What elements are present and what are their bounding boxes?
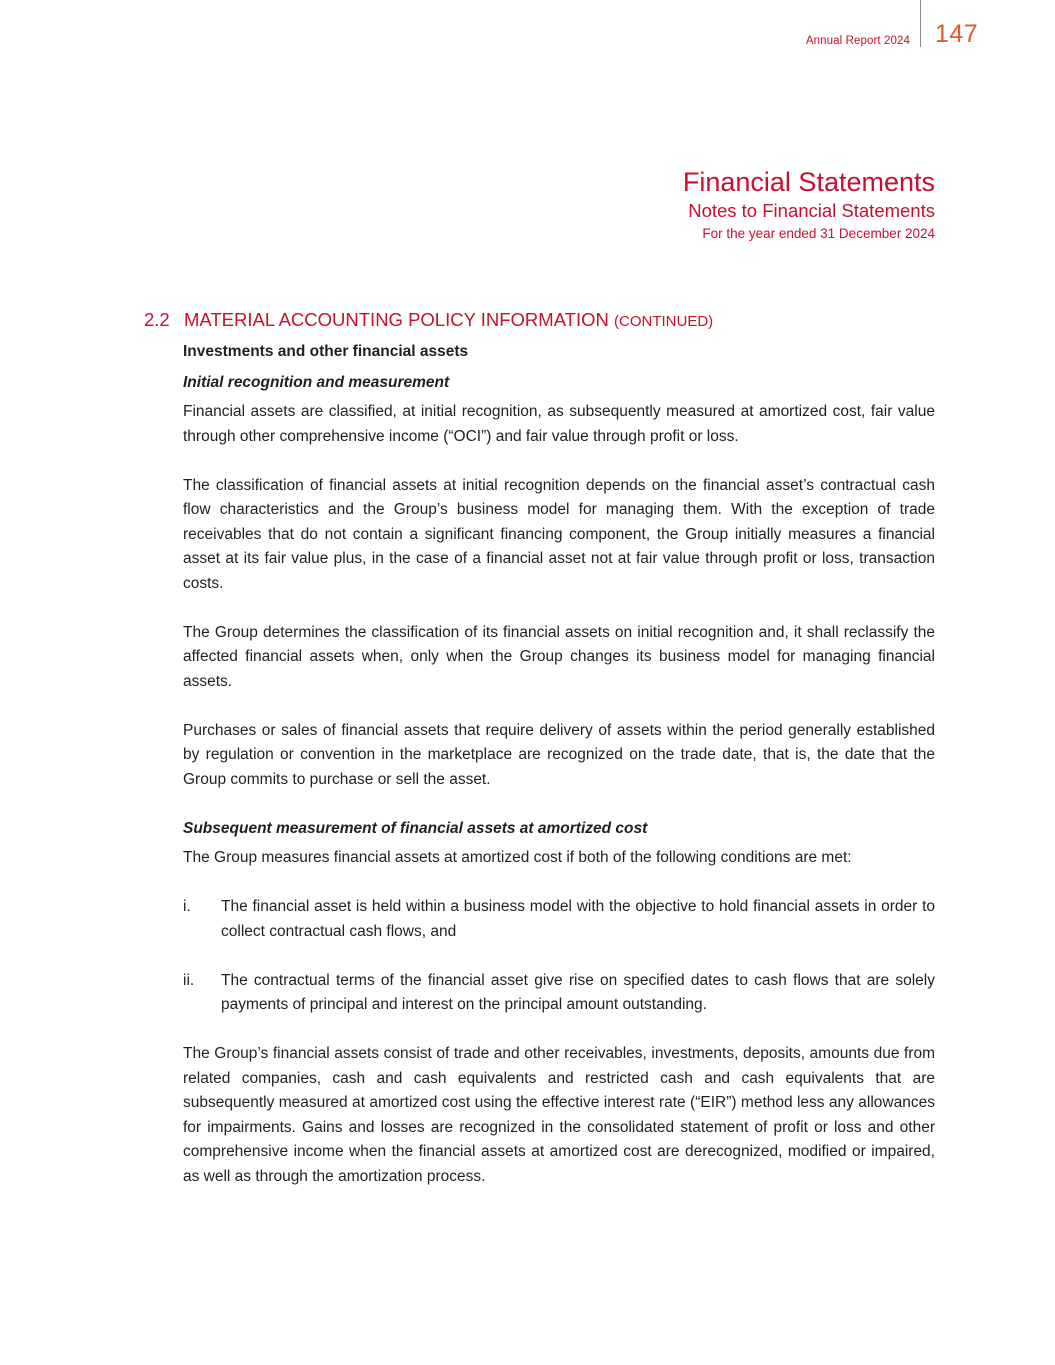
period-label: For the year ended 31 December 2024 bbox=[702, 226, 935, 241]
page-subtitle: Notes to Financial Statements bbox=[688, 200, 935, 221]
list-text: The financial asset is held within a business model with the objective to hold financial assets in order to collect contractual cash flows, and bbox=[221, 898, 935, 940]
note-content bbox=[183, 340, 935, 1189]
list-item bbox=[183, 969, 935, 1018]
page-title: Financial Statements bbox=[682, 167, 935, 197]
section-title: MATERIAL ACCOUNTING POLICY INFORMATION bbox=[184, 309, 609, 330]
title-block bbox=[683, 166, 935, 244]
list-item bbox=[183, 895, 935, 944]
list-text: The contractual terms of the financial asset give rise on specified dates to cash flows that are solely payments of principal and interest on the principal amount outstanding. bbox=[221, 971, 935, 1013]
heading-initial-recognition: Initial recognition and measurement bbox=[183, 373, 450, 391]
paragraph: The Group determines the classification of its financial assets on initial recognition and, it shall reclassify the affected financial assets when, only when the Group changes its business model for managing financial assets. bbox=[183, 623, 935, 690]
section-number: 2.2 bbox=[144, 309, 170, 330]
section-heading bbox=[144, 309, 713, 331]
heading-subsequent-measurement: Subsequent measurement of financial assets at amortized cost bbox=[183, 819, 648, 837]
paragraph: The Group measures financial assets at amortized cost if both of the following conditions are met: bbox=[183, 849, 852, 866]
paragraph: The classification of financial assets at initial recognition depends on the financial asset’s contractual cash flow characteristics and the Group’s business model for managing them. With the exception of trade receivables that do not contain a significant financing component, the Group initially measures a financial asset at its fair value plus, in the case of a financial asset not at fair value through profit or loss, transaction costs. bbox=[183, 476, 935, 592]
page-header bbox=[0, 0, 1055, 60]
list-marker: i. bbox=[183, 898, 191, 915]
report-label: Annual Report 2024 bbox=[805, 35, 910, 47]
section-continued: (CONTINUED) bbox=[614, 313, 714, 330]
paragraph: The Group’s financial assets consist of trade and other receivables, investments, deposits, amounts due from related companies, cash and cash equivalents and restricted cash and cash equivalents that are subsequently measured at amortized cost using the effective interest rate (“EIR”) method less any allowances for impairments. Gains and losses are recognized in the consolidated statement of profit or loss and other comprehensive income when the financial assets at amortized cost are derecognized, modified or impaired, as well as through the amortization process. bbox=[183, 1045, 935, 1185]
page-number: 147 bbox=[935, 20, 979, 48]
list-marker: ii. bbox=[183, 971, 195, 989]
heading-investments: Investments and other financial assets bbox=[183, 343, 469, 360]
paragraph: Purchases or sales of financial assets that require delivery of assets within the period generally established by regulation or convention in the marketplace are recognized on the trade date, that is, the date that the Group commits to purchase or sell the asset. bbox=[183, 721, 935, 788]
paragraph: Financial assets are classified, at initial recognition, as subsequently measured at amortized cost, fair value through other comprehensive income (“OCI”) and fair value through profit or loss. bbox=[183, 403, 935, 445]
header-divider bbox=[920, 0, 921, 47]
